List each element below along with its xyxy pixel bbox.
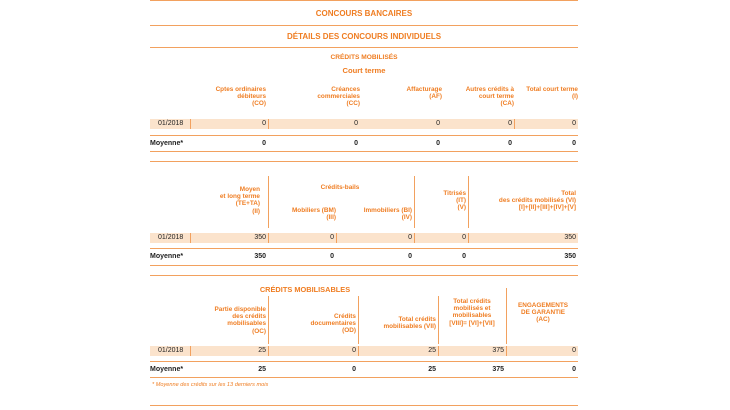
col-divider xyxy=(358,346,359,356)
col-divider xyxy=(190,233,191,243)
col-divider xyxy=(268,176,269,228)
cell-bm: 0 xyxy=(330,234,334,241)
header-oc: Partie disponible des crédits mobilisables (OC) xyxy=(214,306,266,335)
header-ca: Autres crédits à court terme (CA) xyxy=(465,86,514,108)
cell-ac: 0 xyxy=(572,347,576,354)
avg-co: 0 xyxy=(262,140,266,147)
header-total-court-terme: Total court terme (I) xyxy=(526,86,578,101)
row-divider xyxy=(150,135,578,136)
header-vii: Total crédits mobilisables (VII) xyxy=(383,316,436,331)
col-divider xyxy=(190,119,191,129)
avg-label: Moyenne* xyxy=(150,140,184,147)
cell-it: 0 xyxy=(462,234,466,241)
header-credits-bails: Crédits-bails xyxy=(320,184,360,191)
header-af: Affacturage (AF) xyxy=(406,86,442,101)
header-od: Crédits documentaires (OD) xyxy=(310,313,356,335)
avg-af: 0 xyxy=(436,140,440,147)
col-divider xyxy=(268,119,269,129)
col-divider xyxy=(268,233,269,243)
header-ac: ENGAGEMENTS DE GARANTIE (AC) xyxy=(517,302,569,324)
cell-total: 350 xyxy=(564,234,576,241)
mobilisables-title: CRÉDITS MOBILISABLES xyxy=(259,285,351,294)
table-row-band xyxy=(150,346,578,356)
avg-label: Moyenne* xyxy=(150,366,184,373)
avg-ac: 0 xyxy=(572,366,576,373)
avg-bm: 0 xyxy=(330,253,334,260)
header-total-mobilises: Total des crédits mobilisés (VI) [I]+[II]+[III]+[IV]+[V] xyxy=(498,190,576,212)
col-divider xyxy=(190,346,191,356)
table-row-band xyxy=(150,233,578,243)
avg-od: 0 xyxy=(352,366,356,373)
cell-cc: 0 xyxy=(354,120,358,127)
header-co: Cptes ordinaires débiteurs (CO) xyxy=(215,86,266,108)
section-title: CONCOURS BANCAIRES xyxy=(315,9,413,18)
cell-od: 0 xyxy=(352,347,356,354)
cell-co: 0 xyxy=(262,120,266,127)
header-bi: Immobiliers (BI) (IV) xyxy=(363,207,412,222)
divider xyxy=(150,47,578,48)
col-divider xyxy=(468,176,469,228)
cell-vii: 25 xyxy=(428,347,436,354)
avg-total: 350 xyxy=(564,253,576,260)
avg-oc: 25 xyxy=(258,366,266,373)
section-divider xyxy=(150,275,578,276)
row-date: 01/2018 xyxy=(158,234,184,241)
row-date: 01/2018 xyxy=(158,120,184,127)
cell-viii: 375 xyxy=(492,347,504,354)
cell-mlt: 350 xyxy=(254,234,266,241)
col-divider xyxy=(438,296,439,344)
col-divider xyxy=(414,176,415,228)
cell-oc: 25 xyxy=(258,347,266,354)
avg-cc: 0 xyxy=(354,140,358,147)
col-divider xyxy=(438,346,439,356)
avg-viii: 375 xyxy=(492,366,504,373)
header-viii: Total crédits mobilisés et mobilisables [VIII]= [VI]+[VII] xyxy=(449,298,495,327)
court-terme-subtitle: Court terme xyxy=(342,66,386,75)
bottom-rule xyxy=(150,405,578,406)
avg-bi: 0 xyxy=(408,253,412,260)
avg-ca: 0 xyxy=(508,140,512,147)
header-cc: Créances commerciales (CC) xyxy=(317,86,360,108)
avg-vii: 25 xyxy=(428,366,436,373)
row-divider xyxy=(150,377,578,378)
col-divider xyxy=(514,119,515,129)
col-divider xyxy=(268,296,269,344)
cell-bi: 0 xyxy=(408,234,412,241)
col-divider xyxy=(468,233,469,243)
row-date: 01/2018 xyxy=(158,347,184,354)
footnote: * Moyenne des crédits sur les 13 derniers mois xyxy=(152,382,269,388)
top-rule xyxy=(150,0,578,1)
mobilises-title: CRÉDITS MOBILISÉS xyxy=(330,54,398,61)
avg-label: Moyenne* xyxy=(150,253,184,260)
row-divider xyxy=(150,361,578,362)
col-divider xyxy=(506,346,507,356)
header-it: Titrisés (IT) (V) xyxy=(443,190,466,212)
avg-it: 0 xyxy=(462,253,466,260)
section-divider xyxy=(150,161,578,162)
row-divider xyxy=(150,265,578,266)
avg-mlt: 350 xyxy=(254,253,266,260)
col-divider xyxy=(336,233,337,243)
cell-ca: 0 xyxy=(508,120,512,127)
cell-af: 0 xyxy=(436,120,440,127)
col-divider xyxy=(268,346,269,356)
row-divider xyxy=(150,151,578,152)
row-divider xyxy=(150,248,578,249)
col-divider xyxy=(506,288,507,344)
cell-total: 0 xyxy=(572,120,576,127)
col-divider xyxy=(358,296,359,344)
header-bm: Mobiliers (BM) (III) xyxy=(291,207,336,222)
col-divider xyxy=(414,233,415,243)
header-mlt: Moyen et long terme (TE+TA) (II) xyxy=(219,186,260,215)
divider xyxy=(150,25,578,26)
avg-total: 0 xyxy=(572,140,576,147)
subsection-title: DÉTAILS DES CONCOURS INDIVIDUELS xyxy=(286,32,442,41)
